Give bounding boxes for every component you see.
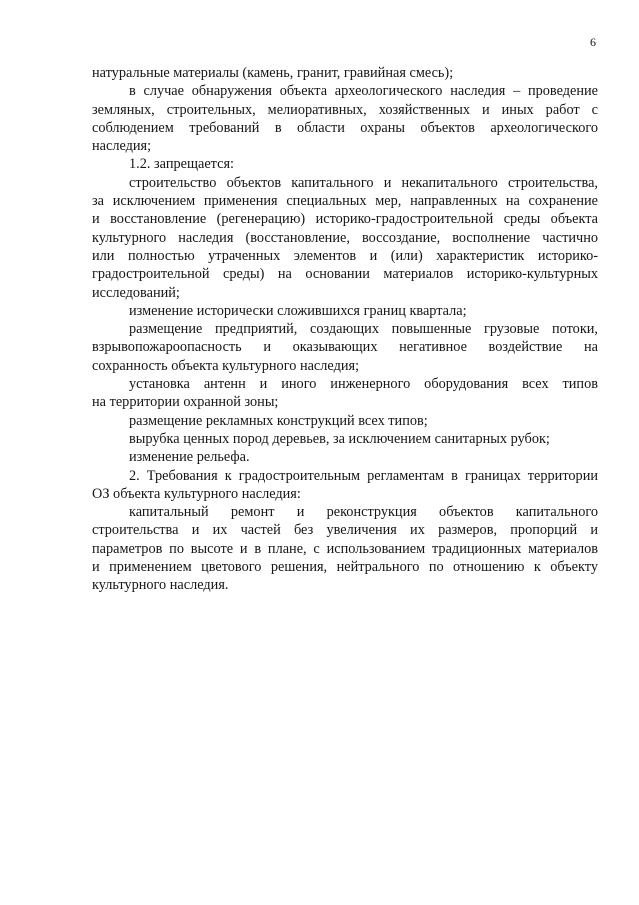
text-line: исследований; [92, 284, 180, 301]
text-line: ОЗ объекта культурного наследия: [92, 485, 301, 502]
text-line: 2. Требования к градостроительным регламентам в границах территории [129, 467, 598, 484]
text-line: взрывопожароопасность и оказывающих негативное воздействие на [92, 339, 598, 356]
text-line: вырубка ценных пород деревьев, за исключением санитарных рубок; [129, 430, 550, 447]
text-line: капитальный ремонт и реконструкция объектов капитального [129, 504, 598, 521]
text-line: 1.2. запрещается: [129, 156, 234, 173]
text-line: земляных, строительных, мелиоративных, хозяйственных и иных работ с [92, 101, 598, 118]
page-number: 6 [590, 35, 596, 49]
text-line: натуральные материалы (камень, гранит, гравийная смесь); [92, 65, 454, 81]
text-line: размещение предприятий, создающих повышенные грузовые потоки, [129, 321, 598, 338]
text-line: и восстановление (регенерацию) историко-градостроительной среды объекта [92, 211, 598, 228]
text-line: на территории охранной зоны; [92, 394, 279, 411]
text-line: и применением цветового решения, нейтрального по отношению к объекту [92, 559, 598, 576]
text-line: строительства и их частей без увеличения их размеров, пропорций и [92, 522, 598, 539]
text-line: культурного наследия. [92, 577, 229, 594]
text-line: установка антенн и иного инженерного оборудования всех типов [129, 376, 598, 393]
text-line: или полностью утраченных элементов и (или) характеристик историко- [92, 247, 598, 264]
text-line: изменение исторически сложившихся границ квартала; [129, 302, 467, 319]
text-line: в случае обнаружения объекта археологического наследия – проведение [129, 83, 598, 100]
text-line: параметров по высоте и в плане, с использованием традиционных материалов [92, 540, 598, 557]
text-line: строительство объектов капитального и некапитального строительства, [129, 174, 598, 191]
text-line: соблюдением требований в области охраны объектов археологического [92, 119, 598, 136]
text-line: за исключением применения специальных мер, направленных на сохранение [92, 193, 598, 210]
document-body [92, 64, 598, 595]
text-line: наследия; [92, 138, 152, 155]
text-line: градостроительной среды) на основании материалов историко-культурных [92, 266, 598, 283]
text-line: сохранность объекта культурного наследия; [92, 357, 360, 374]
text-line: культурного наследия (восстановление, воссоздание, восполнение частично [92, 229, 598, 246]
text-line: размещение рекламных конструкций всех типов; [129, 412, 428, 429]
text-line: изменение рельефа. [129, 449, 250, 466]
